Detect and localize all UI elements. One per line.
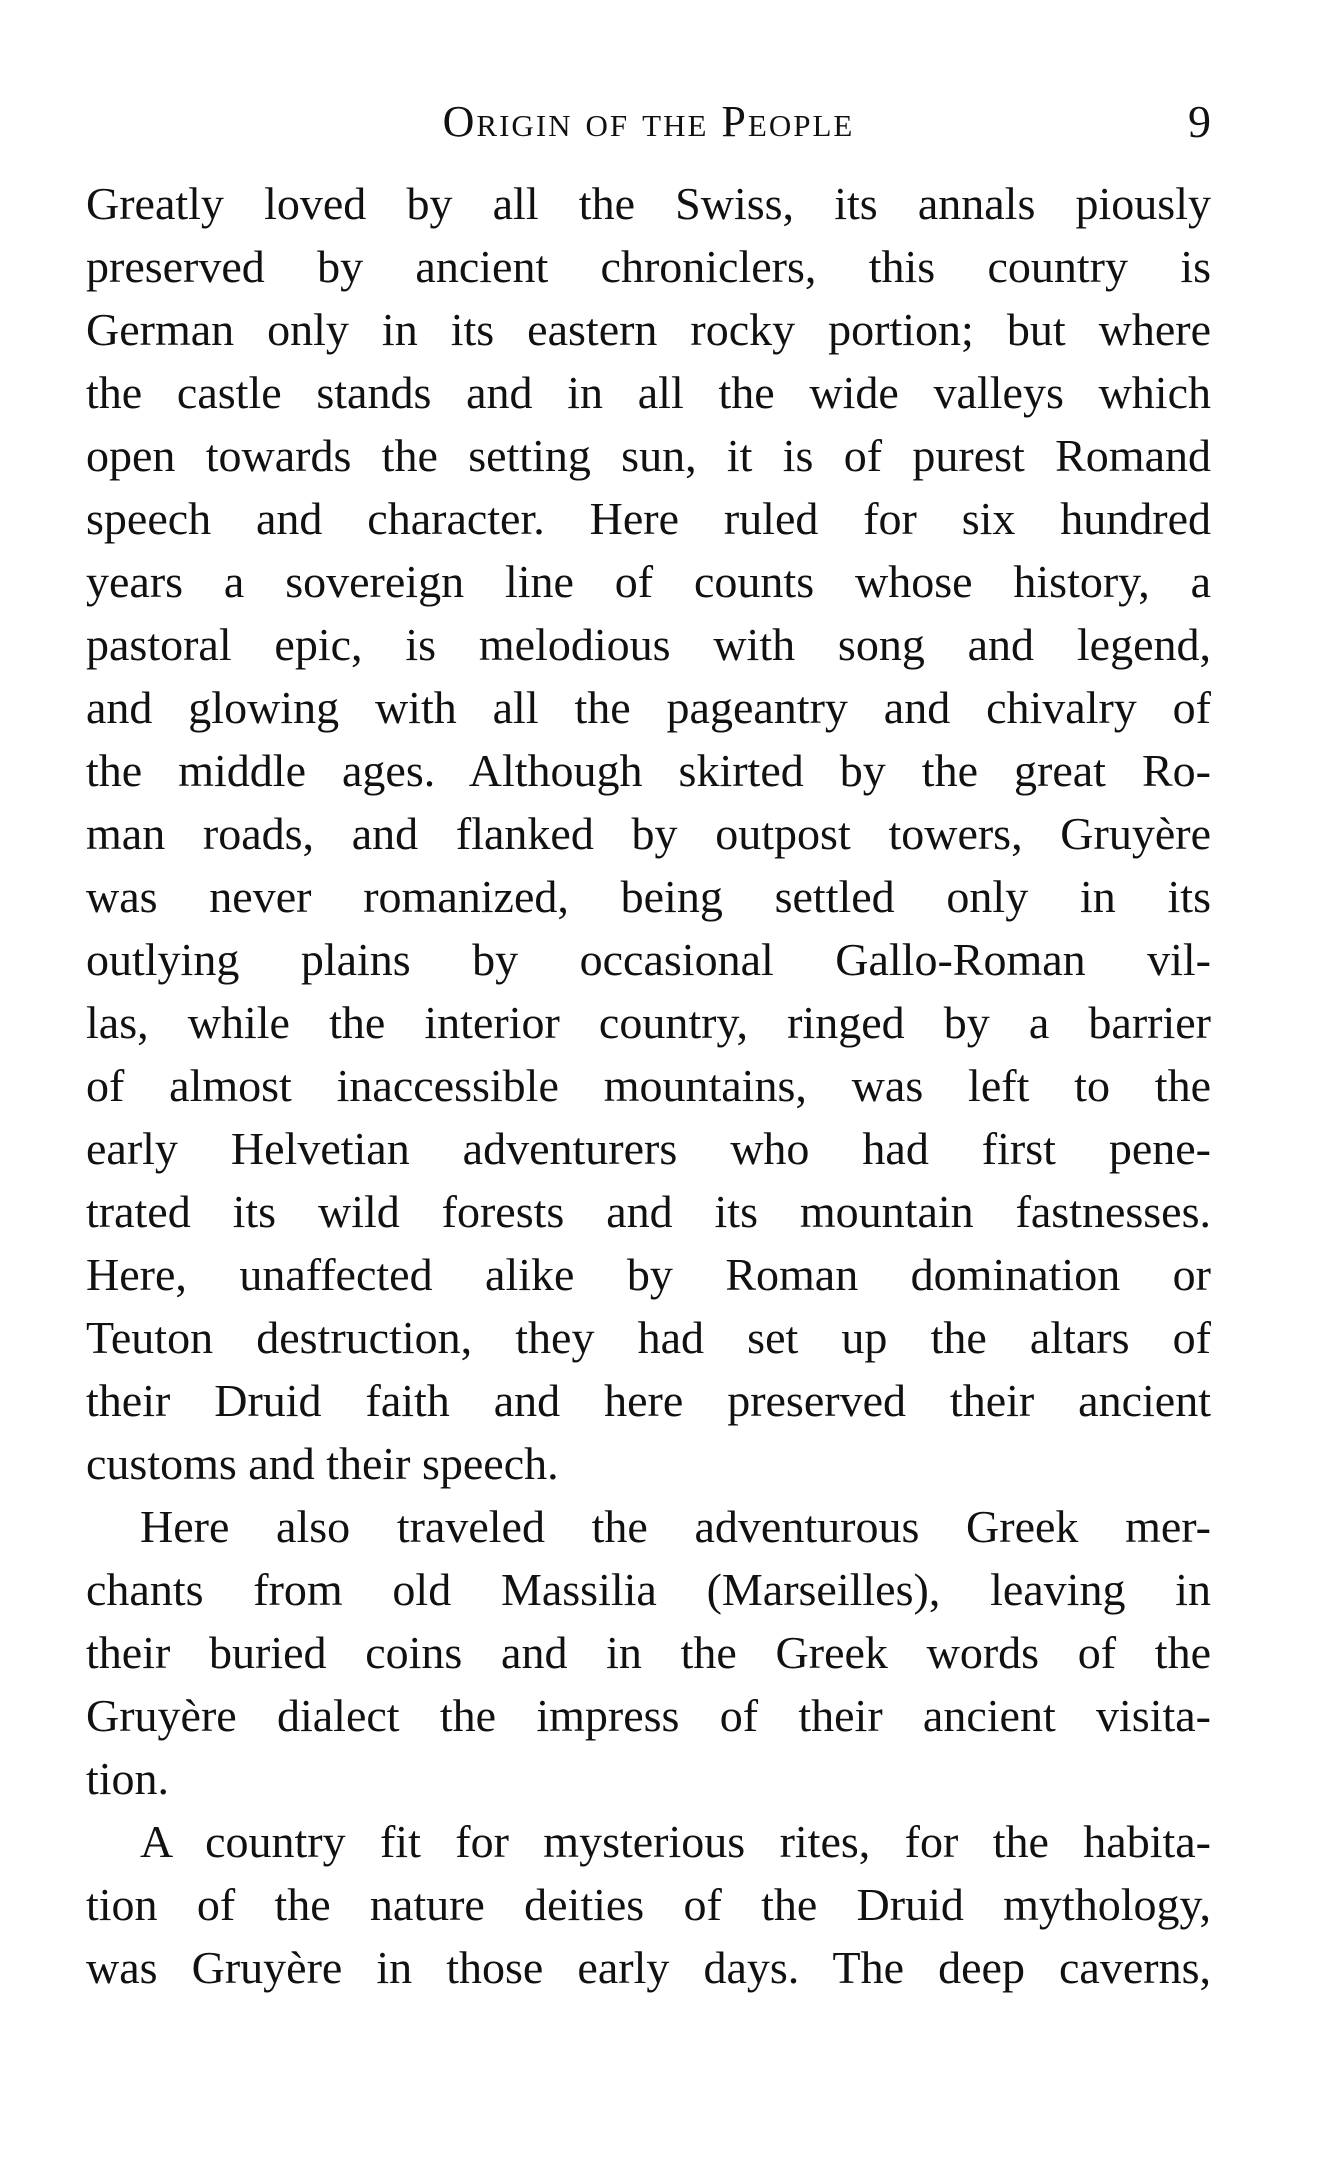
page-number: 9 <box>1188 96 1211 147</box>
running-head <box>86 92 1211 152</box>
text-line: early Helvetian adventurers who had first pene- <box>86 1123 1211 1174</box>
text-line: tion. <box>86 1753 170 1804</box>
text-line: their buried coins and in the Greek words of the <box>86 1627 1211 1678</box>
text-line: their Druid faith and here preserved their ancient <box>86 1375 1211 1426</box>
text-line: Here, unaffected alike by Roman domination or <box>86 1249 1211 1300</box>
text-line: of almost inaccessible mountains, was left to the <box>86 1060 1211 1111</box>
text-line: speech and character. Here ruled for six hundred <box>86 493 1211 544</box>
text-line: Greatly loved by all the Swiss, its annals piously <box>86 178 1211 229</box>
text-line: the castle stands and in all the wide valleys which <box>86 367 1211 418</box>
text-line: pastoral epic, is melodious with song and legend, <box>86 619 1211 670</box>
paragraph <box>86 1810 1211 1999</box>
paragraph <box>86 172 1211 1495</box>
text-line: A country fit for mysterious rites, for the habita- <box>140 1816 1211 1867</box>
text-line: the middle ages. Although skirted by the great Ro- <box>86 745 1211 796</box>
text-line: and glowing with all the pageantry and chivalry of <box>86 682 1211 733</box>
text-line: tion of the nature deities of the Druid mythology, <box>86 1879 1211 1930</box>
running-title: Origin of the People <box>442 97 855 146</box>
text-line: Teuton destruction, they had set up the altars of <box>86 1312 1211 1363</box>
text-line: outlying plains by occasional Gallo-Roman vil- <box>86 934 1211 985</box>
text-line: Here also traveled the adventurous Greek mer- <box>140 1501 1211 1552</box>
text-line: German only in its eastern rocky portion; but where <box>86 304 1211 355</box>
paragraph <box>86 1495 1211 1810</box>
text-line: was Gruyère in those early days. The deep caverns, <box>86 1942 1211 1993</box>
text-line: Gruyère dialect the impress of their ancient visita- <box>86 1690 1211 1741</box>
text-line: customs and their speech. <box>86 1438 559 1489</box>
text-line: preserved by ancient chroniclers, this country is <box>86 241 1211 292</box>
body-text <box>86 172 1211 1999</box>
text-line: open towards the setting sun, it is of purest Romand <box>86 430 1211 481</box>
text-line: chants from old Massilia (Marseilles), leaving in <box>86 1564 1211 1615</box>
text-line: las, while the interior country, ringed by a barrier <box>86 997 1211 1048</box>
text-line: man roads, and flanked by outpost towers, Gruyère <box>86 808 1211 859</box>
text-line: trated its wild forests and its mountain fastnesses. <box>86 1186 1211 1237</box>
text-line: was never romanized, being settled only in its <box>86 871 1211 922</box>
text-line: years a sovereign line of counts whose history, a <box>86 556 1211 607</box>
